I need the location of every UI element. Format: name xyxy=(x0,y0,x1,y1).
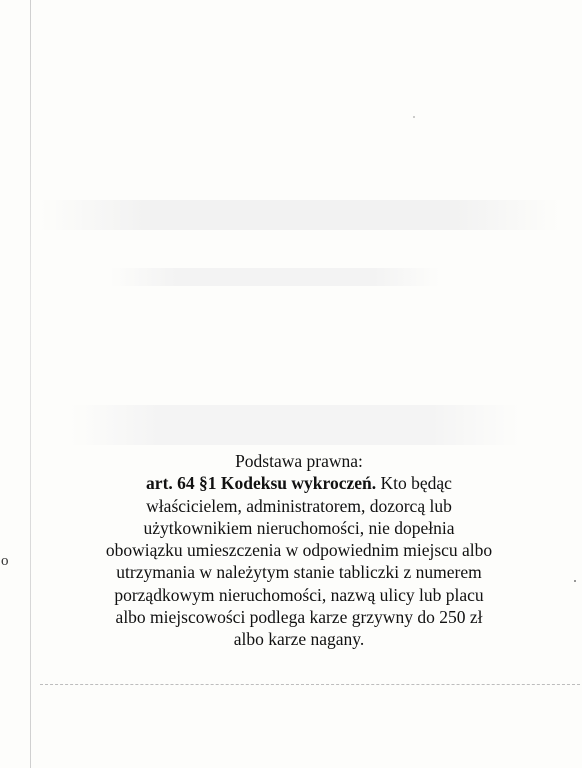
legal-basis-heading: Podstawa prawna: xyxy=(235,451,363,471)
page-edge xyxy=(30,0,31,768)
legal-text-line: właścicielem, administratorem, dozorcą lub xyxy=(146,495,452,516)
legal-text-line: porządkowym nieruchomości, nazwą ulicy lub placu xyxy=(114,584,484,605)
scan-dash-line xyxy=(40,684,580,685)
legal-text-line xyxy=(34,472,564,494)
legal-text-line: albo miejscowości podlega karze grzywny do 250 zł xyxy=(115,607,483,628)
legal-text-line: użytkownikiem nieruchomości, nie dopełnia xyxy=(143,517,455,538)
margin-mark: o xyxy=(1,553,9,569)
show-through-bleed xyxy=(40,200,560,230)
article-reference: art. 64 §1 Kodeksu wykroczeń. xyxy=(146,473,377,494)
scan-speck xyxy=(413,116,415,118)
legal-text-line: obowiązku umieszczenia w odpowiednim miejscu albo xyxy=(105,540,493,561)
legal-text-fragment: Kto będąc xyxy=(376,473,452,494)
show-through-bleed xyxy=(70,405,520,445)
legal-text-line: utrzymania w należytym stanie tabliczki z numerem xyxy=(116,562,482,583)
legal-basis-text xyxy=(34,450,564,651)
scan-speck xyxy=(574,580,576,582)
legal-text-line: albo karze nagany. xyxy=(233,629,365,650)
show-through-bleed xyxy=(110,268,440,286)
